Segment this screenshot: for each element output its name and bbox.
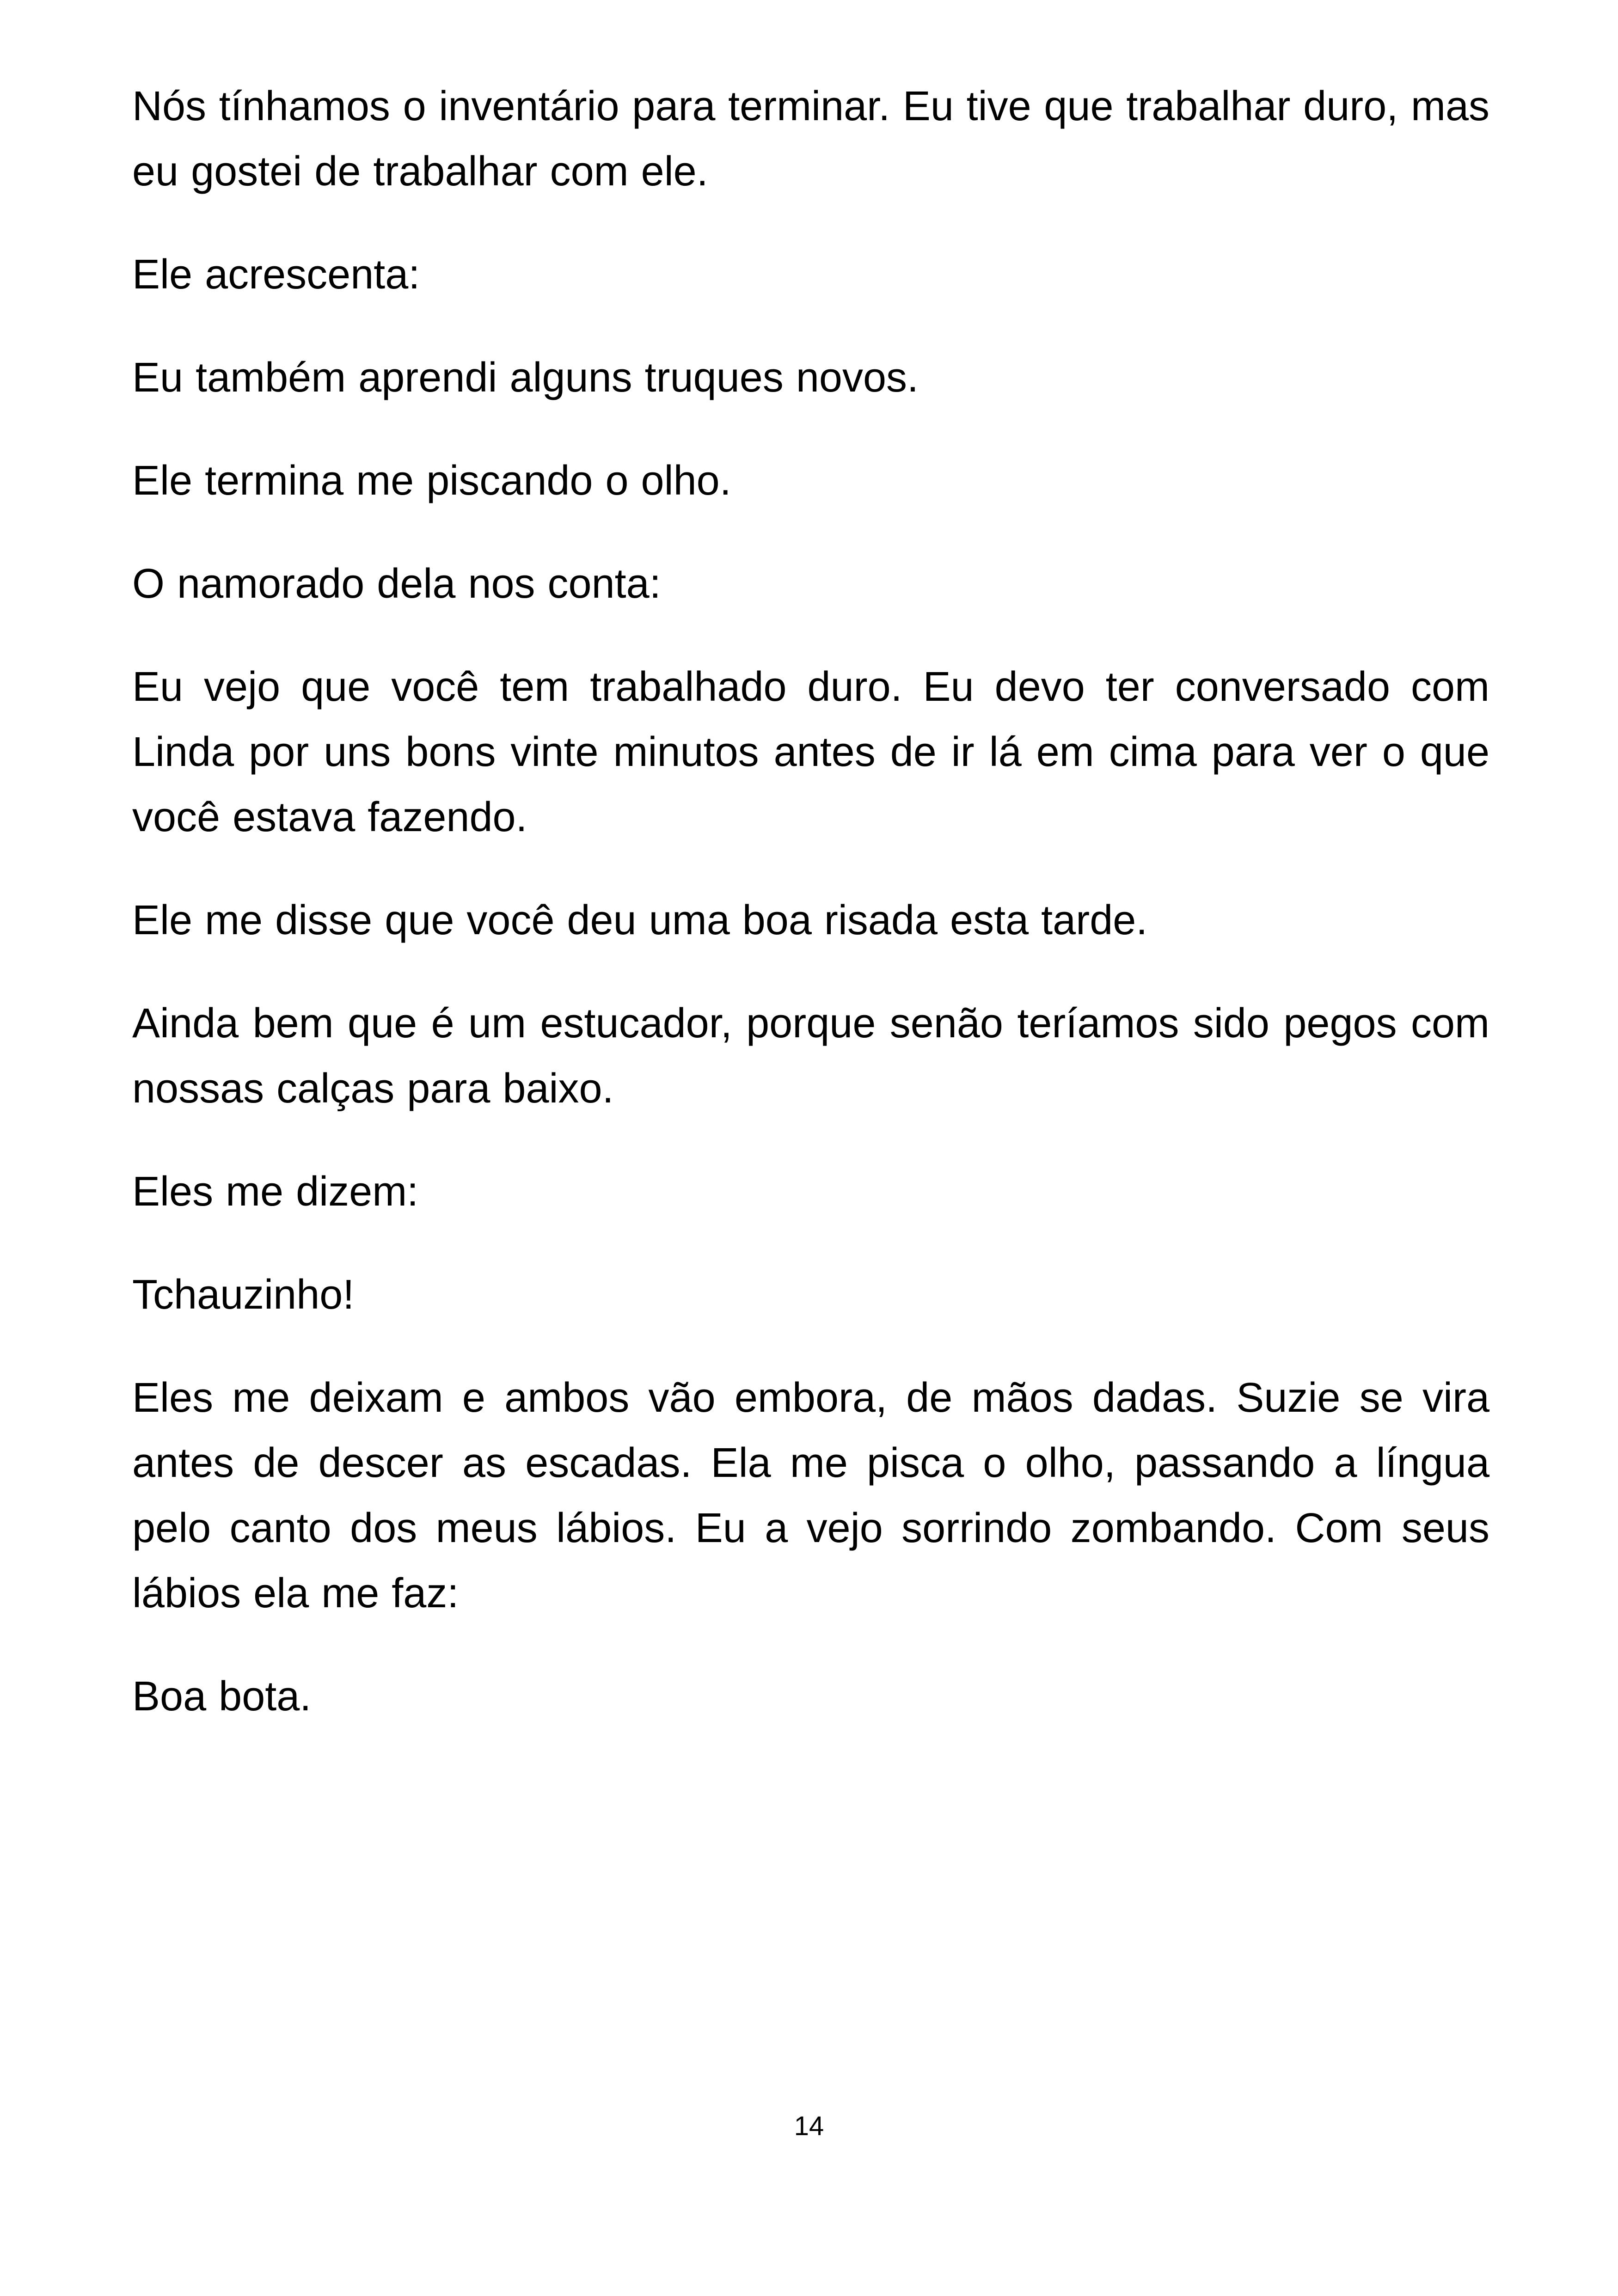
- paragraph-inventory: Nós tínhamos o inventário para terminar. Eu tive que trabalhar duro, mas eu gostei de trabalhar com ele.: [132, 83, 1489, 195]
- paragraph-boyfriend-says: O namorado dela nos conta:: [132, 561, 661, 607]
- paragraph-they-say: Eles me dizem:: [132, 1169, 419, 1215]
- paragraph-he-adds: Ele acrescenta:: [132, 251, 420, 298]
- paragraph-worked-hard: Eu vejo que você tem trabalhado duro. Eu devo ter conversado com Linda por uns bons vinte minutos antes de ir lá em cima para ver o que você estava fazendo.: [132, 664, 1489, 840]
- paragraph-goodbye: Tchauzinho!: [132, 1272, 355, 1318]
- paragraph-they-leave: Eles me deixam e ambos vão embora, de mãos dadas. Suzie se vira antes de descer as escadas. Ela me pisca o olho, passando a língua pelo canto dos meus lábios. Eu a vejo sorrindo zombando. Com seus lábios ela me faz:: [132, 1375, 1489, 1616]
- paragraph-new-tricks: Eu também aprendi alguns truques novos.: [132, 355, 919, 401]
- paragraph-plasterer: Ainda bem que é um estucador, porque senão teríamos sido pegos com nossas calças para baixo.: [132, 1000, 1489, 1112]
- paragraph-wink: Ele termina me piscando o olho.: [132, 458, 731, 504]
- paragraph-good-laugh: Ele me disse que você deu uma boa risada esta tarde.: [132, 897, 1148, 943]
- paragraph-boa-bota: Boa bota.: [132, 1673, 312, 1720]
- page-number: 14: [794, 2111, 824, 2141]
- body-text: [132, 74, 1489, 1767]
